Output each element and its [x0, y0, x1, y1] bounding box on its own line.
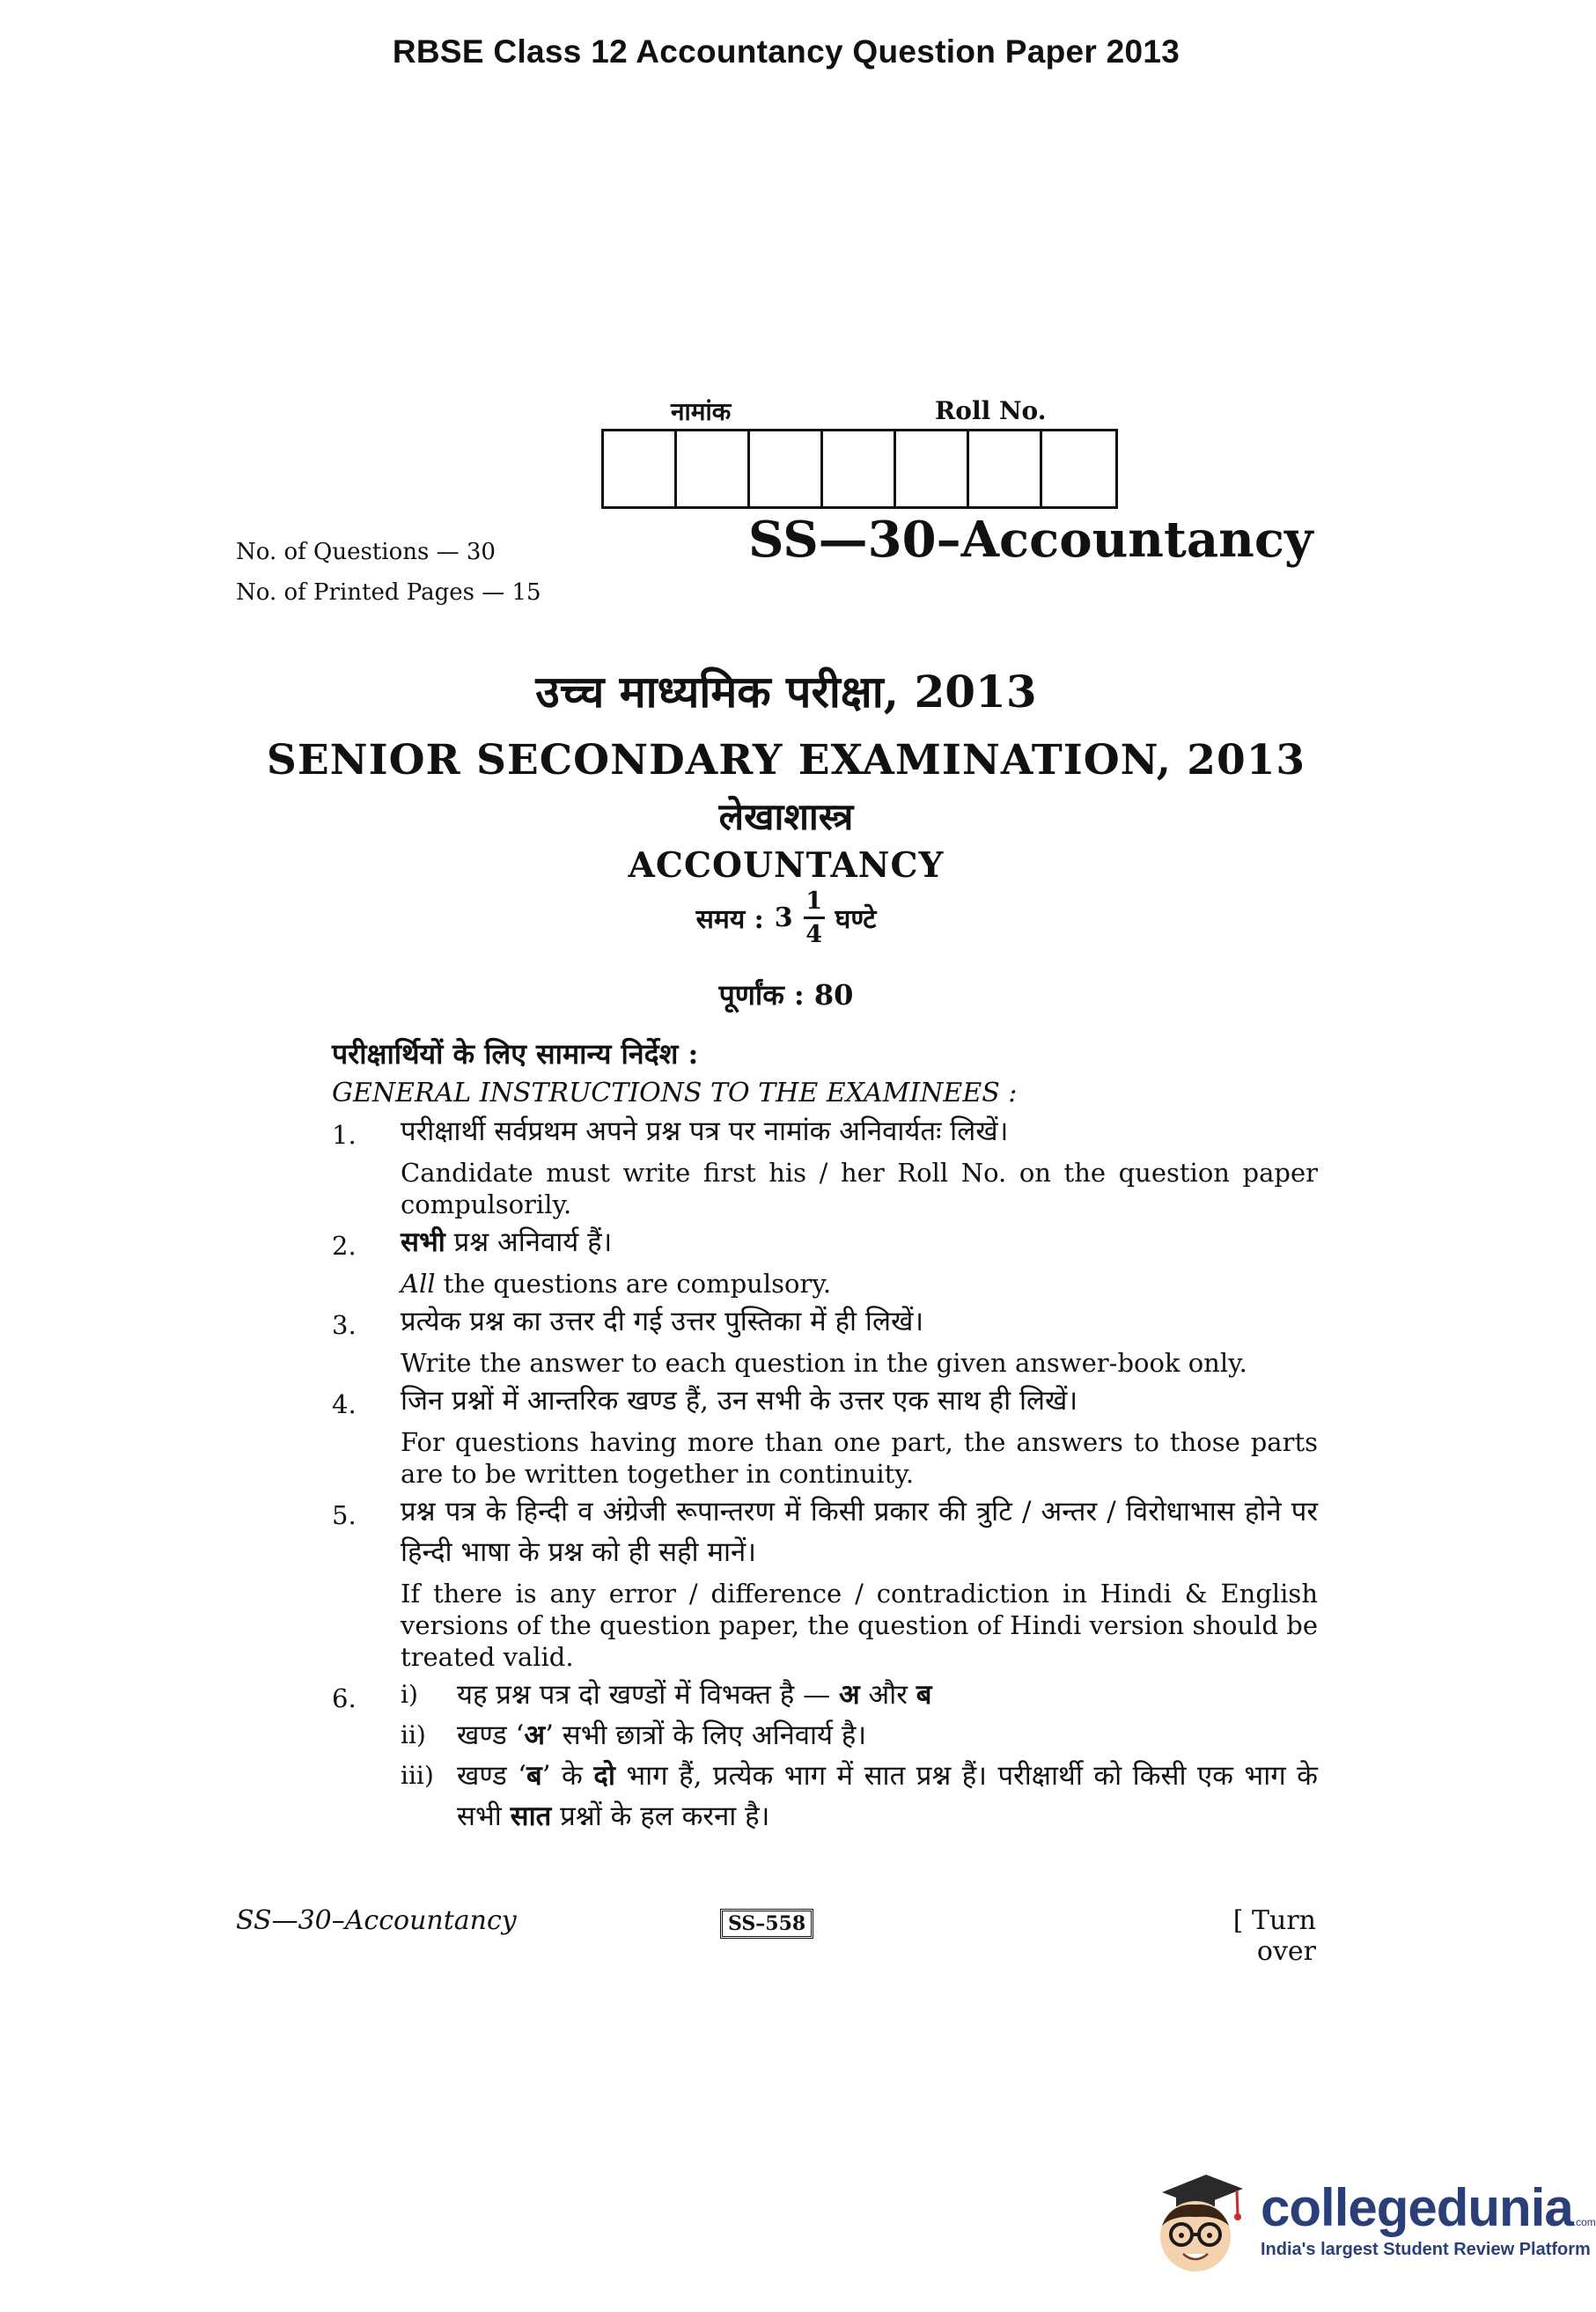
time-allowed	[0, 889, 1572, 946]
time-denominator: 4	[805, 921, 822, 948]
sub-instruction	[401, 1715, 1318, 1756]
sub-number: ii)	[401, 1720, 426, 1749]
item-number: 4.	[332, 1389, 357, 1419]
instruction-text: प्रश्न अनिवार्य हैं।	[453, 1226, 613, 1258]
item-number: 5.	[332, 1500, 357, 1530]
page-count: No. of Printed Pages — 15	[236, 579, 541, 606]
roll-label-hindi: नामांक	[671, 397, 732, 426]
time-whole: 3	[774, 902, 793, 933]
text: ’ सभी छात्रों के लिए अनिवार्य है।	[545, 1719, 867, 1751]
footer-paper-code: SS—30–Accountancy	[236, 1905, 517, 1936]
item-number: 1.	[332, 1120, 357, 1150]
emphasis: अ	[524, 1719, 546, 1751]
sub-text	[457, 1675, 1318, 1715]
roll-digit-box	[677, 431, 750, 506]
emphasis: ब	[916, 1679, 932, 1711]
subject-hindi: लेखाशास्त्र	[718, 795, 854, 838]
instruction-hindi: जिन प्रश्नों में आन्तरिक खण्ड हैं, उन सभी के उत्तर एक साथ ही लिखें।	[401, 1385, 1078, 1417]
page-banner: RBSE Class 12 Accountancy Question Paper 2013	[392, 33, 1180, 70]
brand-tagline: India's largest Student Review Platform	[1261, 2239, 1591, 2259]
instruction-english	[401, 1268, 1318, 1300]
text: और	[868, 1679, 908, 1711]
brand-domain: .com	[1572, 2215, 1596, 2228]
instruction-item	[332, 1675, 1318, 1837]
roll-label-english: Roll No.	[935, 396, 1047, 425]
instruction-item	[332, 1222, 1318, 1301]
time-unit: घण्टे	[835, 904, 877, 935]
sub-instruction	[401, 1756, 1318, 1837]
exam-title-hindi: उच्च माध्यमिक परीक्षा, 2013	[535, 666, 1037, 718]
time-label: समय :	[695, 904, 764, 935]
instruction-english: If there is any error / difference / contradiction in Hindi & English versions of the question paper, the question of Hindi version should be treated valid.	[401, 1579, 1318, 1672]
instruction-hindi: परीक्षार्थी सर्वप्रथम अपने प्रश्न पत्र पर नामांक अनिवार्यतः लिखें।	[401, 1116, 1009, 1147]
sub-instruction	[401, 1675, 1318, 1715]
instruction-hindi: प्रत्येक प्रश्न का उत्तर दी गई उत्तर पुस्तिका में ही लिखें।	[401, 1306, 924, 1337]
text: भाग हैं, प्रत्येक भाग में सात प्रश्न हैं। परीक्षार्थी को किसी एक भाग के सभी	[457, 1760, 1318, 1832]
item-number: 3.	[332, 1310, 357, 1340]
instruction-item	[332, 1491, 1318, 1675]
roll-number-boxes	[601, 429, 1118, 509]
brand-name: collegedunia	[1261, 2177, 1573, 2237]
roll-digit-box	[750, 431, 823, 506]
roll-digit-box	[969, 431, 1042, 506]
time-fraction	[804, 889, 825, 946]
text: खण्ड ‘	[457, 1760, 527, 1792]
sub-text	[457, 1715, 1318, 1756]
paper-code: SS—30–Accountancy	[748, 511, 1313, 569]
footer-series-code: SS–558	[720, 1909, 813, 1939]
instruction-hindi	[401, 1222, 1318, 1263]
student-mascot-icon	[1144, 2159, 1248, 2282]
sub-number: iii)	[401, 1761, 434, 1790]
max-marks: पूर्णांक : 80	[718, 978, 854, 1012]
roll-digit-box	[1042, 431, 1115, 506]
instructions-heading-english: GENERAL INSTRUCTIONS TO THE EXAMINEES :	[332, 1078, 1018, 1108]
instructions-heading-hindi: परीक्षार्थियों के लिए सामान्य निर्देश :	[332, 1037, 699, 1071]
text: यह प्रश्न पत्र दो खण्डों में विभक्त है —	[457, 1679, 831, 1711]
brand-text	[1261, 2177, 1596, 2260]
emphasis: अ	[838, 1679, 860, 1711]
exam-title-english: SENIOR SECONDARY EXAMINATION, 2013	[266, 736, 1306, 784]
fraction-bar	[804, 917, 825, 919]
instruction-english: For questions having more than one part, the answers to those parts are to be written together in continuity.	[401, 1427, 1318, 1489]
text: प्रश्नों के हल करना है।	[560, 1800, 770, 1832]
text: ’ के	[541, 1760, 583, 1792]
roll-digit-box	[823, 431, 896, 506]
subject-english: ACCOUNTANCY	[628, 845, 945, 886]
sub-text	[457, 1756, 1318, 1837]
emphasis: दो	[593, 1760, 615, 1792]
instructions-list	[332, 1111, 1318, 1837]
turn-over-note: [ Turn over	[1232, 1905, 1316, 1967]
emphasis: ब	[526, 1760, 542, 1792]
time-numerator: 1	[805, 887, 822, 915]
item-number: 6.	[332, 1683, 357, 1713]
roll-digit-box	[896, 431, 969, 506]
question-count: No. of Questions — 30	[236, 539, 496, 565]
emphasis: सभी	[401, 1226, 445, 1258]
instruction-english: Write the answer to each question in the given answer-book only.	[401, 1348, 1247, 1378]
text: खण्ड ‘	[457, 1719, 525, 1751]
instruction-item	[332, 1301, 1318, 1381]
brand-logo[interactable]	[1144, 2159, 1596, 2282]
instruction-hindi: प्रश्न पत्र के हिन्दी व अंग्रेजी रूपान्तरण में किसी प्रकार की त्रुटि / अन्तर / विरोधाभास होने पर हिन्दी भाषा के प्रश्न को ही सही मानें।	[401, 1496, 1318, 1568]
instruction-text: the questions are compulsory.	[443, 1269, 832, 1299]
instruction-english: Candidate must write first his / her Roll No. on the question paper compulsorily.	[401, 1158, 1318, 1219]
roll-digit-box	[604, 431, 677, 506]
emphasis: सात	[510, 1800, 552, 1832]
emphasis: All	[401, 1269, 436, 1299]
sub-number: i)	[401, 1680, 418, 1709]
item-number: 2.	[332, 1231, 357, 1261]
instruction-item	[332, 1111, 1318, 1222]
instruction-item	[332, 1381, 1318, 1491]
